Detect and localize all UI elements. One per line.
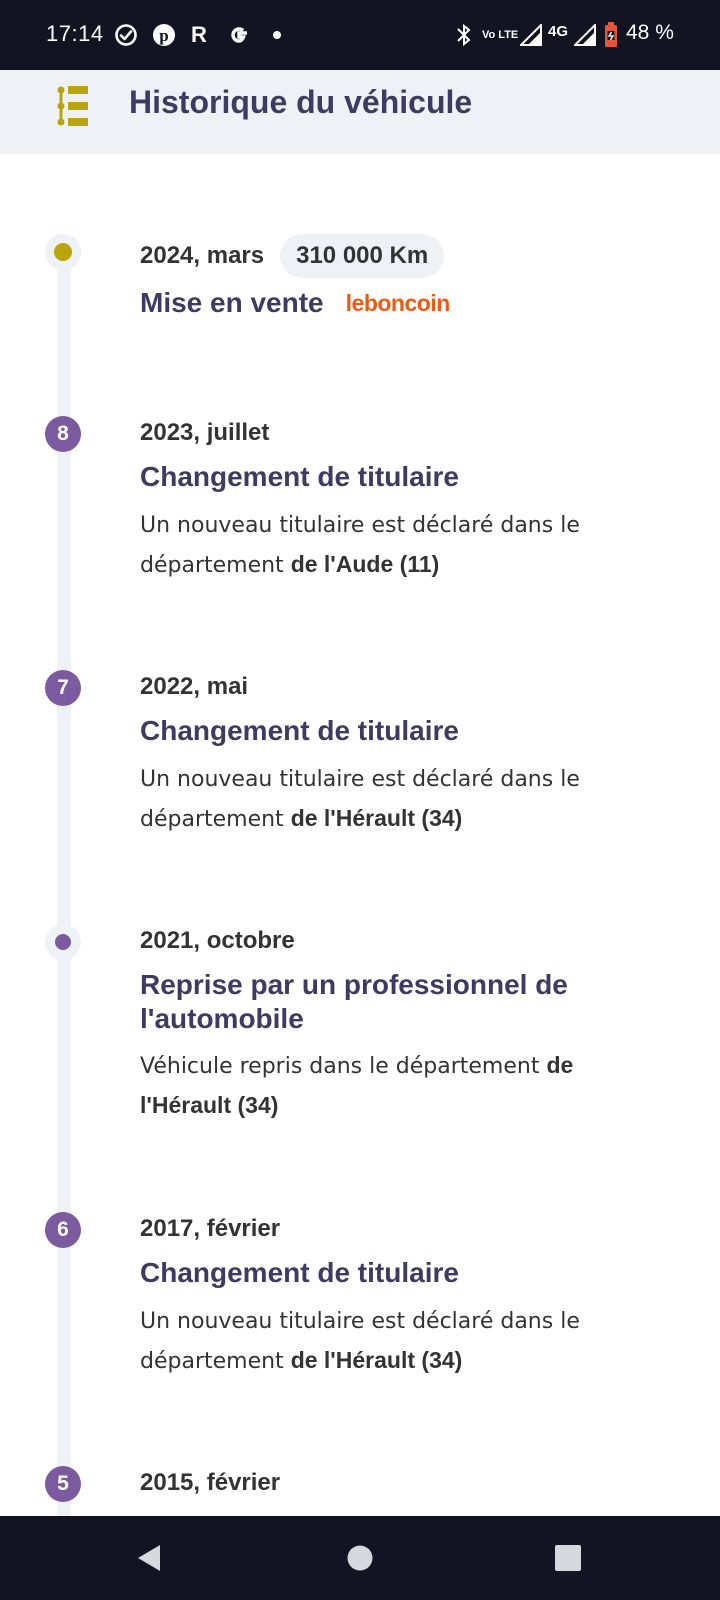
volte-icon (482, 20, 518, 50)
timeline-marker-dot (45, 234, 81, 270)
event-date: 2023, juillet (140, 419, 270, 446)
recents-icon[interactable] (552, 1542, 584, 1574)
timeline-marker-dot (45, 924, 81, 960)
r-icon: R (191, 22, 207, 47)
volte-label: Vo LTE (482, 29, 519, 41)
event-description (140, 506, 620, 585)
battery-percent: 48 % (626, 21, 674, 44)
signal-icon (574, 20, 596, 50)
event-title: Changement de titulaire (140, 715, 459, 746)
event-description (140, 1046, 610, 1126)
page-title: Historique du véhicule (129, 84, 473, 120)
event-date-row (140, 1215, 280, 1243)
event-date-row (140, 419, 269, 447)
google-icon (226, 20, 252, 50)
event-title: Changement de titulaire (140, 1257, 459, 1288)
status-bar (0, 0, 720, 70)
mileage-badge: 310 000 Km (280, 234, 444, 278)
event-date-row (140, 234, 444, 278)
event-description-text: Un nouveau titulaire est déclaré dans le département (140, 1309, 580, 1374)
event-date-row (140, 673, 248, 701)
event-title: Reprise par un professionnel de l'automobile (140, 969, 568, 1034)
battery-low-icon (604, 20, 618, 50)
timeline-marker-number: 5 (45, 1466, 81, 1502)
event-date-row (140, 927, 295, 955)
timeline-marker-dot-inner (54, 243, 72, 261)
pinterest-icon (152, 20, 176, 50)
event-department: de l'Aude (11) (290, 551, 440, 577)
event-description (140, 1302, 620, 1381)
bluetooth-icon (454, 20, 474, 50)
event-description (140, 760, 620, 839)
timeline-marker-number: 6 (45, 1212, 81, 1248)
event-department: de l'Hérault (34) (290, 805, 463, 831)
event-title-row (140, 286, 660, 320)
event-description-text: Véhicule repris dans le département (140, 1054, 547, 1079)
page-header (0, 70, 720, 154)
event-date: 2022, mai (140, 673, 249, 700)
check-circle-icon (114, 20, 138, 50)
signal-icon (520, 20, 542, 50)
event-date-row (140, 1469, 280, 1497)
event-date: 2017, février (140, 1215, 281, 1242)
event-description-text: Un nouveau titulaire est déclaré dans le département (140, 513, 580, 578)
dot-icon (272, 20, 282, 50)
event-department: de l'Hérault (34) (140, 1052, 574, 1118)
system-nav-bar (0, 1516, 720, 1600)
status-time: 17:14 (46, 21, 104, 46)
event-date: 2015, février (140, 1469, 281, 1496)
svg-text:p: p (159, 26, 169, 45)
event-title: Changement de titulaire (140, 461, 459, 492)
4g-icon: 4G (548, 22, 569, 40)
vehicle-history-timeline[interactable] (0, 154, 720, 1516)
back-icon[interactable] (134, 1542, 166, 1574)
timeline-marker-number: 7 (45, 670, 81, 706)
home-icon[interactable] (344, 1542, 376, 1574)
timeline-marker-dot-inner (55, 934, 71, 950)
event-department: de l'Hérault (34) (290, 1347, 463, 1373)
leboncoin-logo[interactable]: leboncoin (345, 290, 450, 316)
event-description-text: Un nouveau titulaire est déclaré dans le département (140, 767, 580, 832)
timeline-marker-number: 8 (45, 416, 81, 452)
event-title: Mise en vente (140, 287, 324, 318)
event-date: 2021, octobre (140, 927, 295, 954)
event-date: 2024, mars (140, 242, 265, 269)
timeline-list-icon (56, 86, 90, 126)
